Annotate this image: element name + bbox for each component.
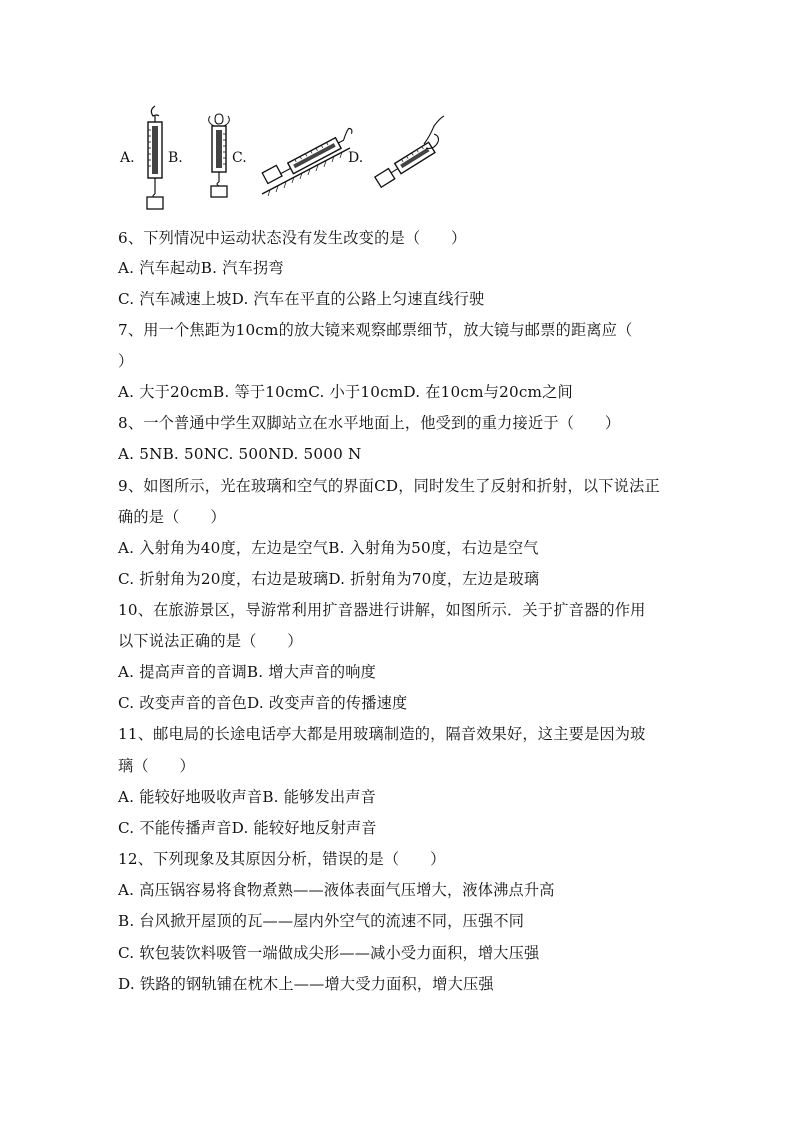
question-6-option-line-2: C. 汽车减速上坡D. 汽车在平直的公路上匀速直线行驶 — [118, 290, 485, 308]
question-12-option-c: C. 软包装饮料吸管一端做成尖形——减小受力面积，增大压强 — [118, 944, 540, 962]
question-6-option-line-1: A. 汽车起动B. 汽车拐弯 — [118, 259, 284, 277]
question-10-stem-line-2: 以下说法正确的是（ ） — [118, 632, 303, 650]
question-12-stem: 12、下列现象及其原因分析，错误的是（ ） — [118, 850, 446, 868]
spring-scale-figure-row — [118, 104, 448, 214]
question-10-option-line-2: C. 改变声音的音色D. 改变声音的传播速度 — [118, 694, 408, 712]
question-11-stem-line-1: 11、邮电局的长途电话亭大都是用玻璃制造的，隔音效果好，这主要是因为玻 — [118, 725, 646, 743]
question-11-option-line-2: C. 不能传播声音D. 能较好地反射声音 — [118, 819, 377, 837]
question-11-option-line-1: A. 能较好地吸收声音B. 能够发出声音 — [118, 788, 377, 806]
question-10-option-line-1: A. 提高声音的音调B. 增大声音的响度 — [118, 663, 377, 681]
question-12-option-d: D. 铁路的钢轨铺在枕木上——增大受力面积，增大压强 — [118, 975, 494, 993]
question-12-option-a: A. 高压锅容易将食物煮熟——液体表面气压增大，液体沸点升高 — [118, 881, 555, 899]
spring-scale-upside-down-b-image — [202, 112, 236, 200]
question-9-stem-line-1: 9、如图所示，光在玻璃和空气的界面CD，同时发生了反射和折射，以下说法正 — [118, 477, 660, 495]
question-11-stem-line-2: 璃（ ） — [118, 757, 195, 775]
question-9-option-line-2: C. 折射角为20度，右边是玻璃D. 折射角为70度，左边是玻璃 — [118, 570, 540, 588]
figure-option-d-label: D. — [348, 150, 364, 166]
question-7-stem-line-2: ） — [118, 352, 134, 370]
question-10-stem-line-1: 10、在旅游景区，导游常利用扩音器进行讲解，如图所示．关于扩音器的作用 — [118, 601, 646, 619]
question-9-stem-line-2: 确的是（ ） — [118, 508, 226, 526]
question-12-option-b: B. 台风掀开屋顶的瓦——屋内外空气的流速不同，压强不同 — [118, 912, 525, 930]
spring-scale-hanging-a-image — [138, 104, 172, 212]
question-6-stem: 6、下列情况中运动状态没有发生改变的是（ ） — [118, 229, 467, 247]
question-9-option-line-1: A. 入射角为40度，左边是空气B. 入射角为50度，右边是空气 — [118, 539, 539, 557]
spring-scale-tilted-d-image — [372, 114, 446, 192]
question-7-stem-line-1: 7、用一个焦距为10cm的放大镜来观察邮票细节，放大镜与邮票的距离应（ — [118, 321, 633, 339]
question-8-stem: 8、一个普通中学生双脚站立在水平地面上，他受到的重力接近于（ ） — [118, 414, 621, 432]
question-8-option-line-1: A. 5NB. 50NC. 500ND. 5000 N — [118, 445, 362, 463]
figure-option-b-label: B. — [168, 150, 183, 166]
spring-scale-incline-c-image — [258, 108, 354, 198]
figure-option-a-label: A. — [120, 150, 135, 166]
figure-option-c-label: C. — [232, 150, 247, 166]
question-7-option-line-1: A. 大于20cmB. 等于10cmC. 小于10cmD. 在10cm与20cm之间 — [118, 383, 573, 401]
